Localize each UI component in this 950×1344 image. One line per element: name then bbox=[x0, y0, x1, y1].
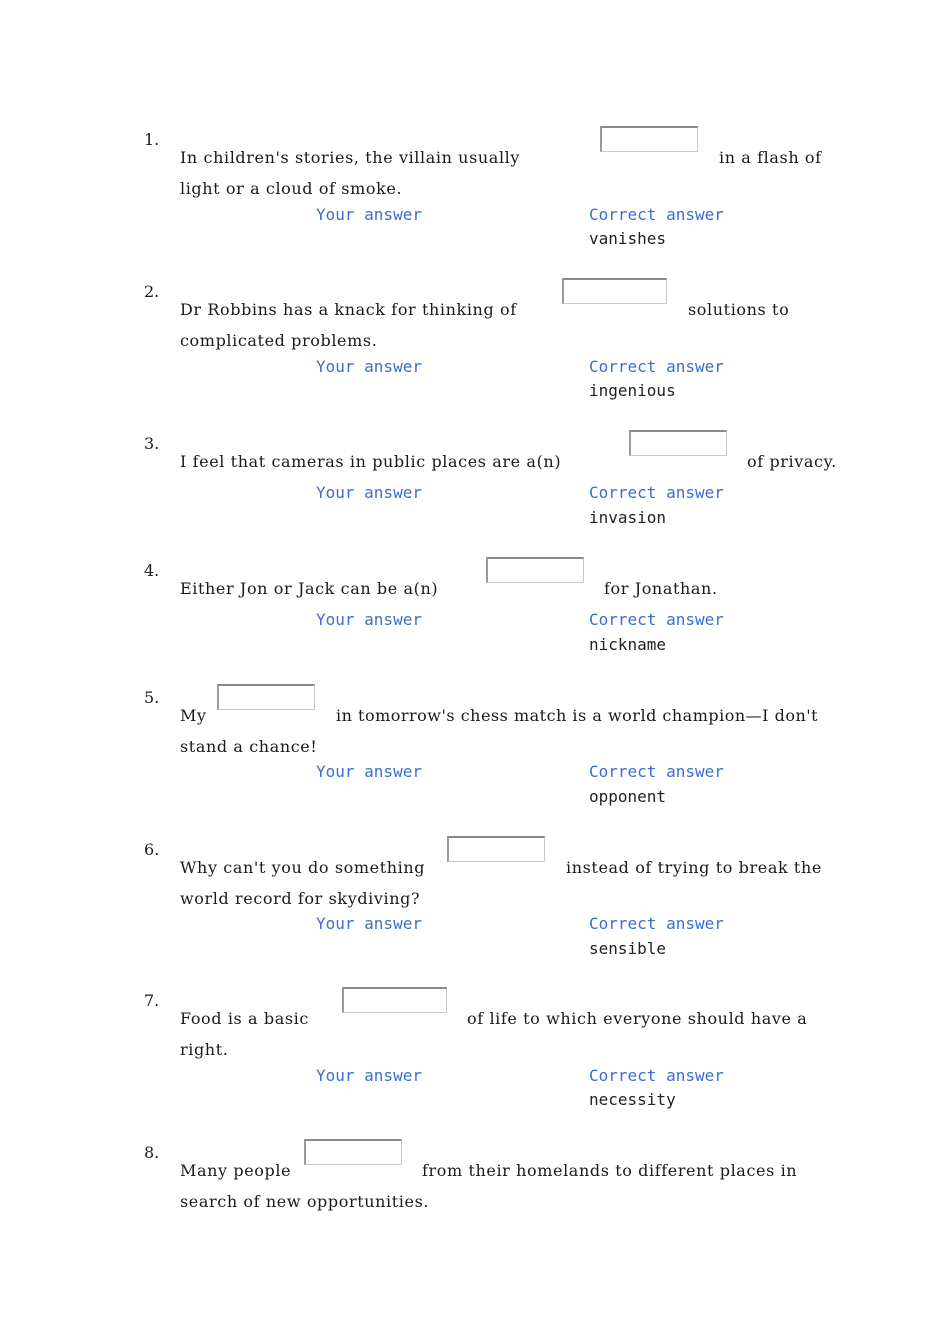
question-text-after: instead of trying to break the bbox=[566, 858, 822, 877]
your-answer-label: Your answer bbox=[316, 914, 422, 933]
question-text-after: solutions to bbox=[688, 300, 790, 319]
correct-answer-value: necessity bbox=[589, 1090, 676, 1109]
question-text-before: Why can't you do something bbox=[180, 858, 426, 877]
correct-answer-value: ingenious bbox=[589, 381, 676, 400]
question-text-after: from their homelands to different places in bbox=[422, 1161, 798, 1180]
question-number: 7. bbox=[144, 991, 160, 1010]
question-text-continued: complicated problems. bbox=[180, 331, 378, 350]
question-number: 4. bbox=[144, 561, 160, 580]
question-text-after: in a flash of bbox=[719, 148, 822, 167]
correct-answer-label: Correct answer bbox=[589, 610, 724, 629]
question-text-after: of life to which everyone should have a bbox=[467, 1009, 808, 1028]
answer-blank-input[interactable] bbox=[447, 836, 545, 862]
your-answer-label: Your answer bbox=[316, 1066, 422, 1085]
correct-answer-label: Correct answer bbox=[589, 762, 724, 781]
question-text-continued: search of new opportunities. bbox=[180, 1192, 430, 1211]
answer-blank-input[interactable] bbox=[629, 430, 727, 456]
question-text-after: for Jonathan. bbox=[604, 579, 718, 598]
question-text-before: Many people bbox=[180, 1161, 292, 1180]
correct-answer-value: sensible bbox=[589, 939, 667, 958]
correct-answer-label: Correct answer bbox=[589, 205, 724, 224]
question-text-before: Food is a basic bbox=[180, 1009, 309, 1028]
answer-blank-input[interactable] bbox=[486, 557, 584, 583]
question-number: 8. bbox=[144, 1143, 160, 1162]
question-text-continued: light or a cloud of smoke. bbox=[180, 179, 403, 198]
your-answer-label: Your answer bbox=[316, 610, 422, 629]
your-answer-label: Your answer bbox=[316, 483, 422, 502]
correct-answer-label: Correct answer bbox=[589, 483, 724, 502]
correct-answer-value: nickname bbox=[589, 635, 667, 654]
correct-answer-label: Correct answer bbox=[589, 914, 724, 933]
answer-blank-input[interactable] bbox=[600, 126, 698, 152]
your-answer-label: Your answer bbox=[316, 205, 422, 224]
question-text-continued: right. bbox=[180, 1040, 229, 1059]
correct-answer-label: Correct answer bbox=[589, 357, 724, 376]
question-text-before: I feel that cameras in public places are a(n) bbox=[180, 452, 562, 471]
question-number: 1. bbox=[144, 130, 160, 149]
your-answer-label: Your answer bbox=[316, 357, 422, 376]
correct-answer-value: opponent bbox=[589, 787, 667, 806]
question-text-after: of privacy. bbox=[747, 452, 837, 471]
question-text-continued: stand a chance! bbox=[180, 737, 318, 756]
your-answer-label: Your answer bbox=[316, 762, 422, 781]
question-number: 2. bbox=[144, 282, 160, 301]
answer-blank-input[interactable] bbox=[342, 987, 447, 1013]
question-number: 3. bbox=[144, 434, 160, 453]
correct-answer-value: vanishes bbox=[589, 229, 667, 248]
question-text-after: in tomorrow's chess match is a world champion—I don't bbox=[336, 706, 819, 725]
question-number: 6. bbox=[144, 840, 160, 859]
question-number: 5. bbox=[144, 688, 160, 707]
answer-blank-input[interactable] bbox=[304, 1139, 402, 1165]
question-text-continued: world record for skydiving? bbox=[180, 889, 421, 908]
question-text-before: In children's stories, the villain usually bbox=[180, 148, 521, 167]
question-text-before: Either Jon or Jack can be a(n) bbox=[180, 579, 439, 598]
correct-answer-label: Correct answer bbox=[589, 1066, 724, 1085]
answer-blank-input[interactable] bbox=[562, 278, 667, 304]
correct-answer-value: invasion bbox=[589, 508, 667, 527]
answer-blank-input[interactable] bbox=[217, 684, 315, 710]
question-text-before: My bbox=[180, 706, 207, 725]
question-text-before: Dr Robbins has a knack for thinking of bbox=[180, 300, 517, 319]
